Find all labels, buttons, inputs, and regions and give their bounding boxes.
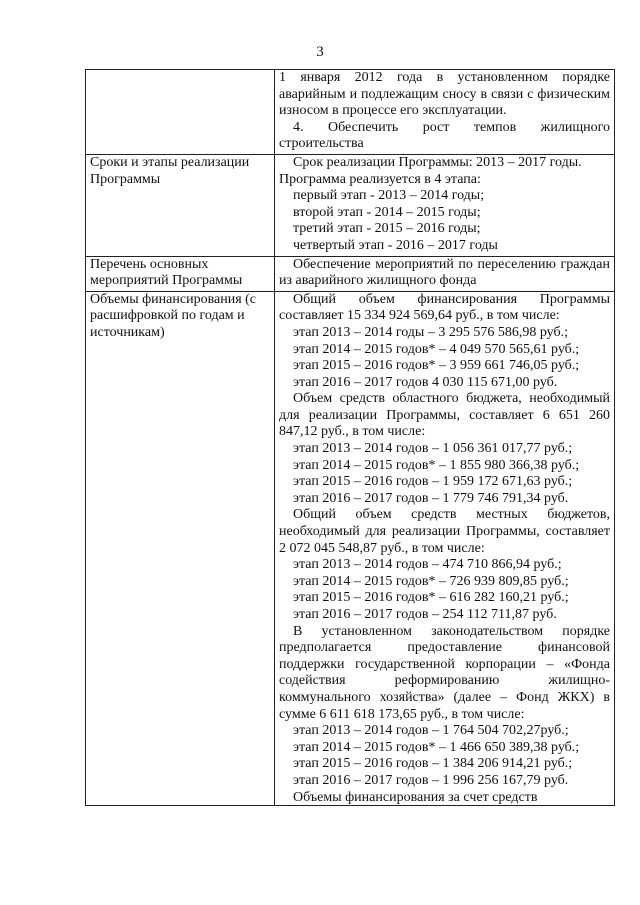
content-line: этап 2015 – 2016 годов – 1 384 206 914,21 руб.; [293,756,573,772]
content-line: В установленном законодательством порядке предполагается предоставление финансовой поддержки государственной корпорации – «Фонда содействия реформированию жилищно-коммунального хозяйства» (далее – Фонд ЖКХ) в сумме 6 611 618 173,65 руб., в том числе: [279,623,610,722]
table-row [86,256,615,291]
content-line: второй этап - 2014 – 2015 годы; [293,204,481,220]
content-line: этап 2013 – 2014 годов – 1 764 504 702,27руб.; [293,723,569,739]
program-passport-table [85,69,615,806]
content-line: этап 2014 – 2015 годов* – 726 939 809,85 руб.; [293,573,569,589]
table-row [86,154,615,256]
row-label: Перечень основных мероприятий Программы [86,256,275,291]
row-label [86,70,275,155]
content-line: этап 2014 – 2015 годов* – 1 466 650 389,38 руб.; [293,739,580,755]
content-line: 1 января 2012 года в установленном порядке аварийным и подлежащим сносу в связи с физическим износом в процессе его эксплуатации. [279,70,610,119]
content-line: Обеспечение мероприятий по переселению граждан из аварийного жилищного фонда [279,256,610,289]
content-line: этап 2016 – 2017 годов – 1 779 746 791,34 руб. [293,490,569,506]
content-line: Срок реализации Программы: 2013 – 2017 годы. [293,154,582,170]
table-row [86,70,615,155]
content-line: этап 2015 – 2016 годов* – 3 959 661 746,05 руб.; [293,358,580,374]
content-line: Объемы финансирования за счет средств [293,789,538,804]
content-line: этап 2016 – 2017 годов 4 030 115 671,00 руб. [293,374,558,390]
content-line: этап 2015 – 2016 годов – 1 959 172 671,63 руб.; [293,474,573,490]
content-line: четвертый этап - 2016 – 2017 годы [293,237,498,253]
content-line: этап 2013 – 2014 годов – 474 710 866,94 руб.; [293,557,562,573]
row-content [275,70,615,155]
content-line: этап 2014 – 2015 годов* – 1 855 980 366,38 руб.; [293,457,580,473]
table-body [86,70,615,806]
table-row [86,291,615,805]
row-label: Объемы финансирования (с расшифровкой по годам и источникам) [86,291,275,805]
content-line: этап 2016 – 2017 годов – 254 112 711,87 руб. [293,607,557,622]
page-number: 3 [316,44,324,60]
row-content [275,154,615,256]
content-line: этап 2016 – 2017 годов – 1 996 256 167,79 руб. [293,772,569,788]
content-line: Общий объем финансирования Программы составляет 15 334 924 569,64 руб., в том числе: [279,291,610,324]
content-line: этап 2013 – 2014 годов – 1 056 361 017,77 руб.; [293,441,573,457]
content-line: этап 2014 – 2015 годов* – 4 049 570 565,61 руб.; [293,341,580,357]
row-content [275,291,615,805]
content-line: этап 2015 – 2016 годов* – 616 282 160,21 руб.; [293,590,569,606]
content-line: Объем средств областного бюджета, необходимый для реализации Программы, составляет 6 651 260 847,12 руб., в том числе: [279,391,610,440]
content-line: этап 2013 – 2014 годы – 3 295 576 586,98 руб.; [293,324,568,340]
content-line: Общий объем средств местных бюджетов, необходимый для реализации Программы, составляет 2 072 045 548,87 руб., в том числе: [279,507,610,556]
content-line: первый этап - 2013 – 2014 годы; [293,188,485,204]
content-line: Программа реализуется в 4 этапа: [279,171,481,187]
row-content [275,256,615,291]
content-line: 4. Обеспечить рост темпов жилищного строительства [279,119,610,152]
row-label: Сроки и этапы реализации Программы [86,154,275,256]
content-line: третий этап - 2015 – 2016 годы; [293,221,481,237]
